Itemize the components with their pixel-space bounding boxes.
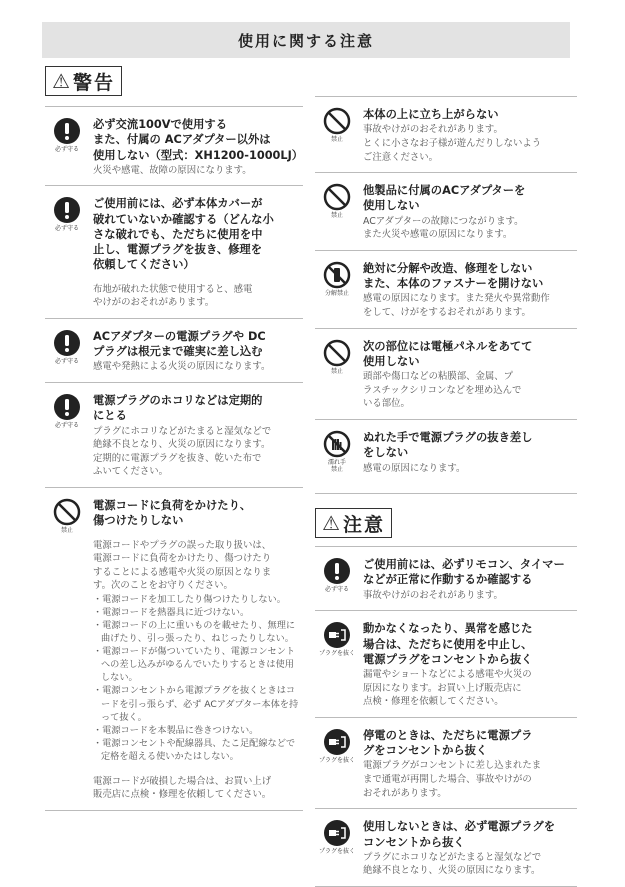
prohibited-icon — [53, 498, 81, 526]
warning-triangle-icon: ⚠ — [52, 69, 70, 93]
caution-item: プラグを抜く 動かなくなったり、異常を感じた 場合は、ただちに使用を中止し、 電源プラグをコンセントから抜く 漏電やショートなどによる感電や火災の 原因になります。お買い上げ販売店に 点検・修理を依頼してください。 — [315, 611, 577, 718]
caution-triangle-icon: ⚠ — [322, 511, 340, 536]
mandatory-icon — [53, 329, 81, 357]
warning-item: 必ず守る ご使用前には、必ず本体カバーが 破れていないか確認する（どんな小 さな破れでも、ただちに使用を中 止し、電源プラグを抜き、修理を 依頼してください） 布地が破れた状態で使用すると、感電 やけがのおそれがあります。 — [45, 186, 303, 319]
warning-item: 必ず守る 電源プラグのホコリなどは定期的 にとる プラグにホコリなどがたまると湿気などで 絶縁不良となり、火災の原因になります。 定期的に電源プラグを抜き、乾いた布で ふいてください。 — [45, 383, 303, 488]
mandatory-icon — [53, 393, 81, 421]
prohibited-icon — [323, 339, 351, 367]
caution-item: 必ず守る ご使用前には、必ずリモコン、タイマー などが正常に作動するか確認する 事故やけがのおそれがあります。 — [315, 546, 577, 611]
prohibited-icon — [323, 107, 351, 135]
warning-header: ⚠ 警告 — [45, 66, 122, 96]
warning-item: 必ず守る 必ず交流100Vで使用する また、付属の ACアダプター以外は 使用しない（型式：XH1200-1000LJ） 火災や感電、故障の原因になります。 — [45, 106, 303, 186]
warning-item: 禁止 電源コードに負荷をかけたり、 傷つけたりしない 電源コードやプラグの誤った取り扱いは、 電源コードに負荷をかけたり、傷つけたり することによる感電や火災の原因となりま す。次のことをお守りください。 ・電源コードを加工したり傷つけたりしない。 ・電源コードを熱器具に近づけない。 ・電源コードの上に重いものを載せたり、無理に曲げたり、引っ張ったり、ねじったりしない。 ・電源コードが傷ついていたり、電源コンセントへの差し込みがゆるんでいたりするときは使用しない。 ・電源コンセントから電源プラグを抜くときはコードを引っ張らず、必ず ACアダプター本体を持って抜く。 ・電源コードを本製品に巻きつけない。 ・電源コンセントや配線器具、たこ足配線などで定格を超える使いかたはしない。 電源コードが破損した場合は、お買い上げ 販売店に点検・修理を依頼してください。 — [45, 488, 303, 811]
prohibited-icon — [323, 183, 351, 211]
unplug-icon — [323, 621, 351, 649]
warning-item: 禁止 他製品に付属のACアダプターを 使用しない ACアダプターの故障につながります。 また火災や感電の原因になります。 — [315, 173, 577, 251]
mandatory-icon — [323, 557, 351, 585]
no-disassembly-icon — [323, 261, 351, 289]
left-column — [45, 66, 303, 811]
mandatory-icon — [53, 117, 81, 145]
unplug-icon — [323, 728, 351, 756]
caution-item: プラグを抜く 使用しないときは、必ず電源プラグを コンセントから抜く プラグにホコリなどがたまると湿気などで 絶縁不良となり、火災の原因になります。 — [315, 809, 577, 887]
mandatory-icon — [53, 196, 81, 224]
caution-header: ⚠ 注意 — [315, 508, 392, 538]
page-title: 使用に関する注意 — [237, 31, 374, 50]
right-column — [315, 66, 577, 887]
unplug-icon — [323, 819, 351, 847]
caution-item: プラグを抜く 停電のときは、ただちに電源プラ グをコンセントから抜く 電源プラグがコンセントに差し込まれたま まで通電が再開した場合、事故やけがの おそれがあります。 — [315, 718, 577, 809]
warning-item: 必ず守る ACアダプターの電源プラグや DC プラグは根元まで確実に差し込む 感電や発熱による火災の原因になります。 — [45, 319, 303, 383]
warning-item: 分解禁止 絶対に分解や改造、修理をしない また、本体のファスナーを開けない 感電の原因になります。また発火や異常動作 をして、けがをするおそれがあります。 — [315, 251, 577, 329]
warning-item: 濡れ手 禁止 ぬれた手で電源プラグの抜き差し をしない 感電の原因になります。 — [315, 420, 577, 494]
warning-item: 禁止 次の部位には電極パネルをあてて 使用しない 頭部や傷口などの粘膜部、金属、プ ラスチックシリコンなどを埋め込んで いる部位。 — [315, 329, 577, 420]
no-wet-hands-icon — [323, 430, 351, 458]
warning-item: 禁止 本体の上に立ち上がらない 事故やけがのおそれがあります。 とくに小さなお子様が遊んだりしないよう ご注意ください。 — [315, 96, 577, 173]
page-title-bar — [42, 22, 570, 58]
